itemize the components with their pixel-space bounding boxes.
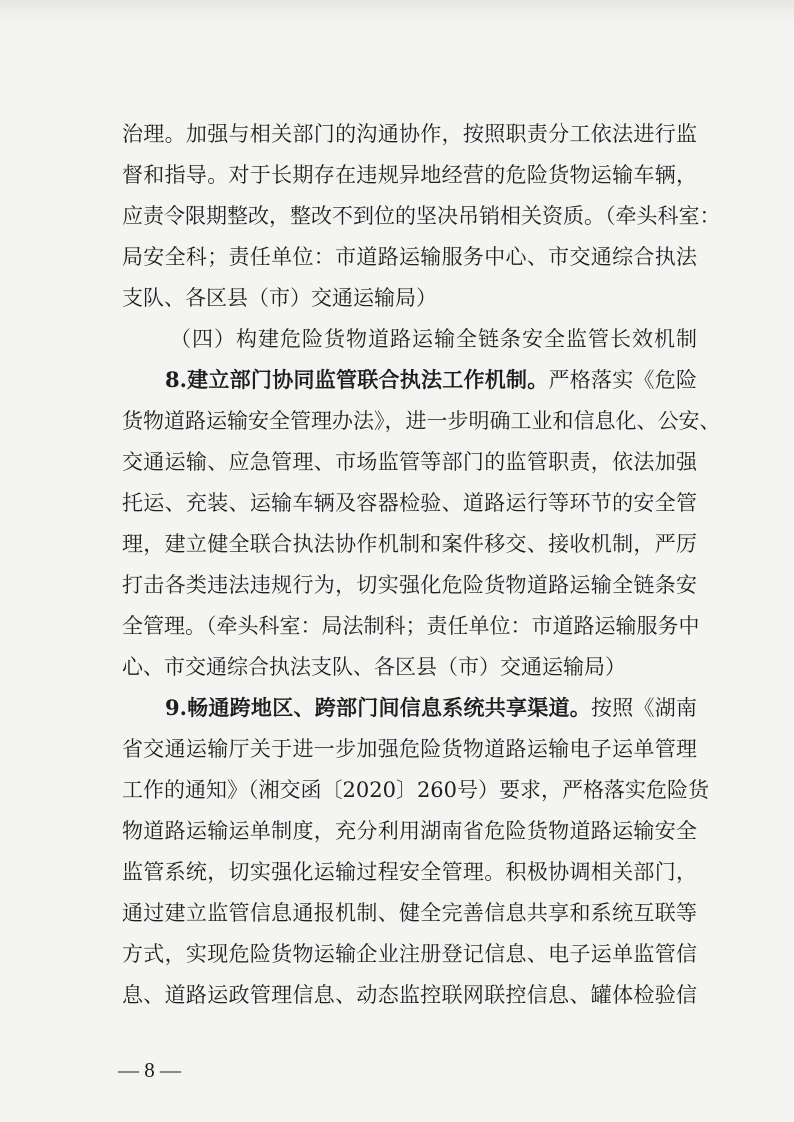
text-line-3: 应责令限期整改，整改不到位的坚决吊销相关资质。（牵头科室： xyxy=(122,204,721,228)
text-line-18: 物道路运输运单制度，充分利用湖南省危险货物道路运输安全 xyxy=(122,819,697,843)
text-line-13: 全管理。（牵头科室：局法制科；责任单位：市道路运输服务中 xyxy=(122,614,700,638)
text-line-11: 理，建立健全联合执法协作机制和案件移交、接收机制，严厉 xyxy=(122,532,697,556)
text-line-19: 监管系统，切实强化运输过程安全管理。积极协调相关部门， xyxy=(122,860,697,884)
text-line-5: 支队、各区县（市）交通运输局） xyxy=(122,286,437,310)
item-9-title: 9.畅通跨地区、跨部门间信息系统共享渠道。 xyxy=(165,695,591,720)
text-line-21: 方式，实现危险货物运输企业注册登记信息、电子运单监管信 xyxy=(122,942,697,966)
item-8-title: 8.建立部门协同监管联合执法工作机制。 xyxy=(165,367,549,392)
text-line-12: 打击各类违法违规行为，切实强化危险货物道路运输全链条安 xyxy=(122,573,697,597)
text-line-20: 通过建立监管信息通报机制、健全完善信息共享和系统互联等 xyxy=(122,901,697,925)
text-line-2: 督和指导。对于长期存在违规异地经营的危险货物运输车辆， xyxy=(122,163,697,187)
text-line-16: 省交通运输厅关于进一步加强危险货物道路运输电子运单管理 xyxy=(122,737,697,761)
text-line-17: 工作的通知》（湘交函〔2020〕260号）要求，严格落实危险货 xyxy=(122,778,710,802)
item-8-heading-line: 8.建立部门协同监管联合执法工作机制。严格落实《危险 xyxy=(165,367,698,392)
text-line-22: 息、道路运政管理信息、动态监控联网联控信息、罐体检验信 xyxy=(122,983,697,1007)
item-9-heading-line: 9.畅通跨地区、跨部门间信息系统共享渠道。按照《湖南 xyxy=(165,695,698,720)
text-line-8: 货物道路运输安全管理办法》，进一步明确工业和信息化、公安、 xyxy=(122,409,721,433)
text-line-9: 交通运输、应急管理、市场监管等部门的监管职责，依法加强 xyxy=(122,450,697,474)
text-line-10: 托运、充装、运输车辆及容器检验、道路运行等环节的安全管 xyxy=(122,491,697,515)
page-number: — 8 — xyxy=(118,1058,181,1082)
text-line-4: 局安全科；责任单位：市道路运输服务中心、市交通综合执法 xyxy=(122,245,697,269)
section-heading: （四）构建危险货物道路运输全链条安全监管长效机制 xyxy=(170,327,697,351)
text-line-14: 心、市交通综合执法支队、各区县（市）交通运输局） xyxy=(122,655,626,679)
text-line-1: 治理。加强与相关部门的沟通协作，按照职责分工依法进行监 xyxy=(122,122,697,146)
scan-shadow xyxy=(0,0,794,22)
